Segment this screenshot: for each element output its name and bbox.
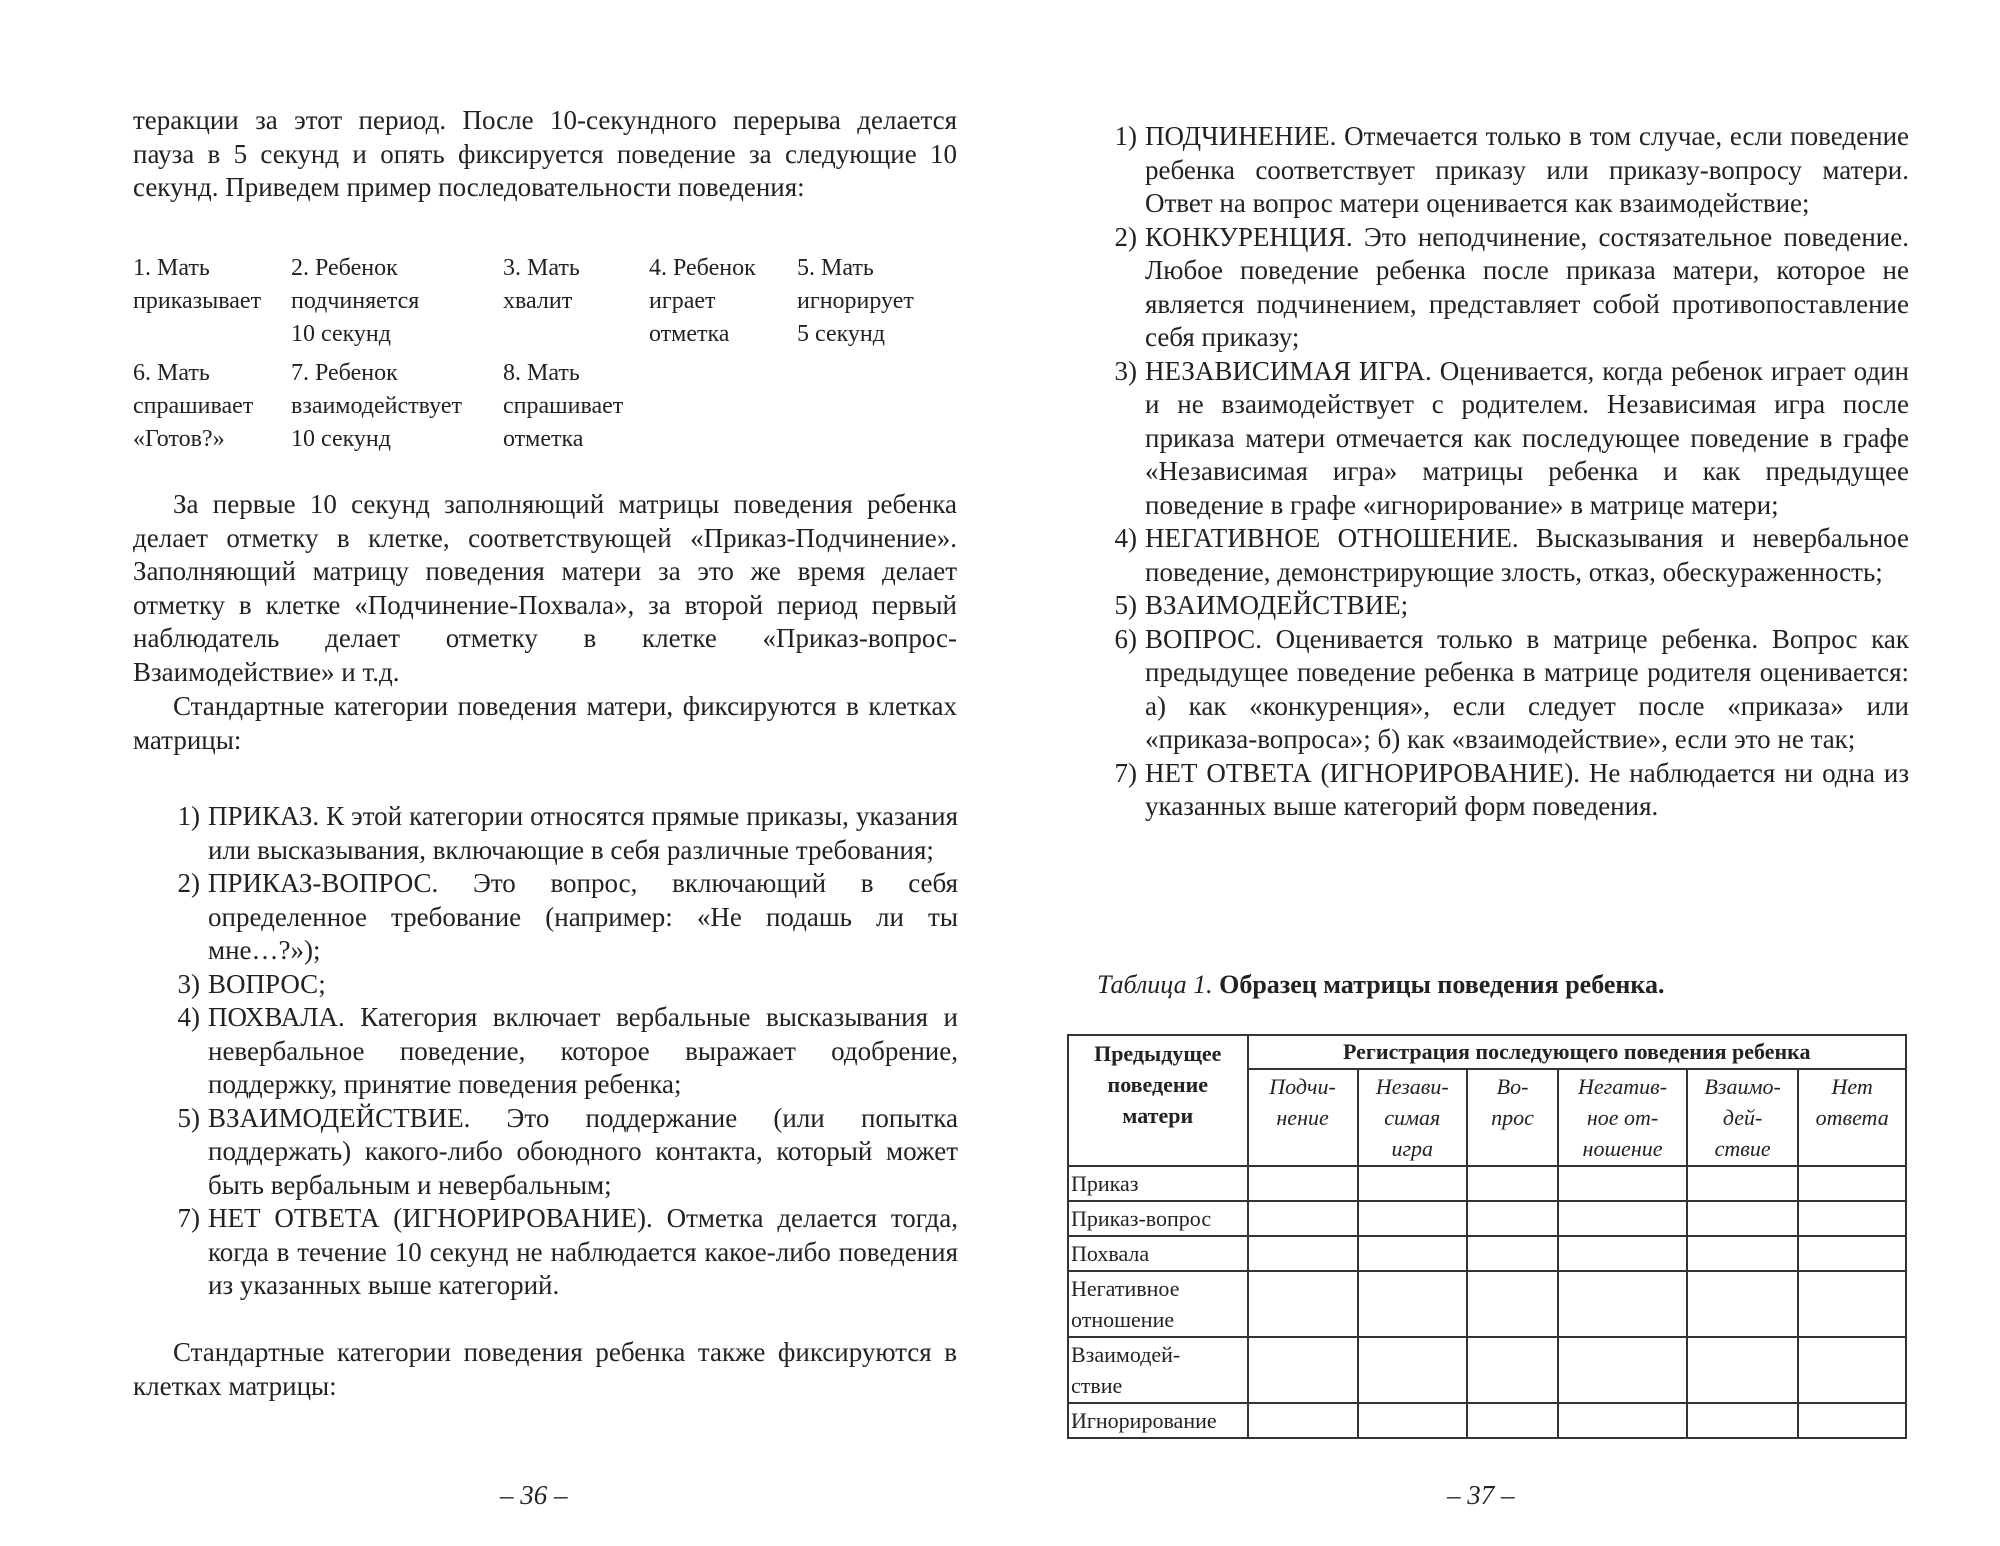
column-header: Во- прос (1467, 1069, 1558, 1166)
sequence-step-line3: 10 секунд (291, 426, 391, 452)
matrix-cell (1467, 1166, 1558, 1201)
sequence-step-line3: отметка (649, 321, 730, 347)
category-item (1097, 522, 1909, 589)
matrix-cell (1248, 1403, 1358, 1438)
matrix-cell (1248, 1271, 1358, 1337)
behavior-sequence (133, 252, 957, 462)
row-label: Приказ (1068, 1166, 1248, 1201)
category-text: ПОДЧИНЕНИЕ. Отмечается только в том случае, если поведение ребенка соответствует приказу или приказу-вопросу матери. Ответ на вопрос матери оценивается как взаимодействие; (1145, 121, 1909, 218)
sequence-row-1 (133, 252, 957, 351)
matrix-cell (1798, 1403, 1906, 1438)
matrix-cell (1558, 1201, 1687, 1236)
matrix-cell (1798, 1337, 1906, 1403)
matrix-cell (1558, 1337, 1687, 1403)
matrix-cell (1358, 1403, 1467, 1438)
matrix-cell (1798, 1236, 1906, 1271)
category-number: 5) (1114, 590, 1137, 620)
category-text: НЕТ ОТВЕТА (ИГНОРИРОВАНИЕ). Отметка делается тогда, когда в течение 10 секунд не наблюдается какое-либо поведения из указанных выше категорий. (208, 1203, 958, 1300)
sequence-step-line1: 3. Мать (503, 255, 580, 281)
category-number: 1) (1114, 121, 1137, 151)
category-item (160, 1102, 958, 1203)
sequence-step-line1: 2. Ребенок (291, 255, 398, 281)
category-item (1097, 757, 1909, 824)
matrix-cell (1467, 1271, 1558, 1337)
category-text: НЕГАТИВНОЕ ОТНОШЕНИЕ. Высказывания и невербальное поведение, демонстрирующие злость, отказ, обескураженность; (1145, 523, 1909, 587)
sequence-step-line3: отметка (503, 426, 584, 452)
category-item (160, 867, 958, 968)
category-text: ВЗАИМОДЕЙСТВИЕ; (1145, 590, 1409, 620)
table-caption (1097, 970, 1665, 1000)
matrix-cell (1558, 1271, 1687, 1337)
sequence-step-line2: играет (649, 288, 716, 314)
matrix-cell (1558, 1403, 1687, 1438)
matrix-cell (1358, 1337, 1467, 1403)
matrix-cell (1687, 1166, 1798, 1201)
matrix-cell (1798, 1271, 1906, 1337)
matrix-cell (1687, 1337, 1798, 1403)
category-item (1097, 589, 1909, 623)
sequence-step (291, 357, 503, 456)
sequence-step (797, 252, 957, 351)
table-caption-title: Образец матрицы поведения ребенка. (1219, 970, 1665, 999)
matrix-cell (1358, 1236, 1467, 1271)
column-header: Взаимо- дей- ствие (1687, 1069, 1798, 1166)
page-number: – 36 – (500, 1480, 568, 1510)
category-item (160, 1202, 958, 1303)
matrix-cell (1798, 1166, 1906, 1201)
row-label: Игнорирование (1068, 1403, 1248, 1438)
sequence-step-line2: спрашивает (133, 393, 254, 419)
matrix-cell (1358, 1166, 1467, 1201)
category-text: НЕЗАВИСИМАЯ ИГРА. Оценивается, когда ребенок играет один и не взаимодействует с родителем. Независимая игра после приказа матери отмечается как последующее поведение в графе «Независимая игра» матрицы ребенка и как предыдущее поведение в графе «игнорирование» в матрице матери; (1145, 355, 1909, 520)
right-page (1000, 0, 2000, 1546)
matrix-cell (1798, 1201, 1906, 1236)
category-number: 7) (1114, 757, 1137, 788)
sequence-step-line2: игнорирует (797, 288, 914, 314)
matrix-cell (1687, 1271, 1798, 1337)
matrix-cell (1467, 1403, 1558, 1438)
behavior-matrix-table (1067, 1034, 1907, 1439)
matrix-cell (1687, 1201, 1798, 1236)
matrix-cell (1248, 1201, 1358, 1236)
matrix-cell (1558, 1236, 1687, 1271)
category-number: 2) (177, 868, 200, 898)
sequence-step-line1: 8. Мать (503, 360, 580, 386)
category-number: 2) (1114, 221, 1137, 252)
matrix-cell (1248, 1236, 1358, 1271)
sequence-step-line3: «Готов?» (133, 426, 225, 452)
category-item (1097, 623, 1909, 757)
category-text: ПРИКАЗ. К этой категории относятся прямые приказы, указания или высказывания, включающие в себя различные требования; (208, 801, 958, 865)
column-header: Незави- симая игра (1358, 1069, 1467, 1166)
category-text: ВОПРОС; (208, 968, 326, 999)
sequence-step-line2: приказывает (133, 288, 262, 314)
sequence-step-line1: 1. Мать (133, 255, 210, 281)
sequence-row-2 (133, 357, 957, 456)
row-label: Взаимодей- ствие (1068, 1337, 1248, 1403)
category-item (1097, 221, 1909, 355)
table-caption-label: Таблица 1. (1097, 970, 1213, 999)
category-number: 5) (177, 1102, 200, 1133)
category-number: 4) (177, 1002, 200, 1032)
paragraph-mother-categories-intro: Стандартные категории поведения матери, фиксируются в клетках матрицы: (133, 691, 957, 755)
corner-header-text: Предыдущее поведение матери (1094, 1041, 1222, 1128)
category-item (160, 968, 958, 1002)
page-number: – 37 – (1447, 1480, 1515, 1510)
intro-paragraph: теракции за этот период. После 10-секундного перерыва делается пауза в 5 секунд и опять фиксируется поведение за следующие 10 секунд. Приведем пример последовательности поведения: (133, 105, 957, 202)
matrix-cell (1248, 1166, 1358, 1201)
sequence-step (133, 252, 291, 351)
column-header: Подчи- нение (1248, 1069, 1358, 1166)
sequence-step (649, 252, 797, 351)
sequence-step-line2: подчиняется (291, 288, 420, 314)
table-row (1068, 1201, 1906, 1236)
column-header: Негатив- ное от- ношение (1558, 1069, 1687, 1166)
sequence-step-line1: 7. Ребенок (291, 360, 398, 386)
sequence-step-line3: 5 секунд (797, 321, 885, 347)
matrix-cell (1248, 1337, 1358, 1403)
matrix-cell (1467, 1236, 1558, 1271)
sequence-step-line3: 10 секунд (291, 321, 391, 347)
category-text: ПРИКАЗ-ВОПРОС. Это вопрос, включающий в себя определенное требование (например: «Не подашь ли ты мне…?»); (208, 868, 958, 965)
category-text: ВОПРОС. Оценивается только в матрице ребенка. Вопрос как предыдущее поведение ребенка в матрице родителя оценивается: а) как «конкуренция», если следует после «приказа» или «приказа-вопроса»; б) как «взаимодействие», если это не так; (1145, 623, 1909, 754)
sequence-step (133, 357, 291, 456)
table-row (1068, 1271, 1906, 1337)
category-item (160, 1001, 958, 1102)
sequence-step-line2: взаимодействует (291, 393, 462, 419)
category-text: КОНКУРЕНЦИЯ. Это неподчинение, состязательное поведение. Любое поведение ребенка после приказа матери, которое не является подчинением, представляет собой противопоставление себя приказу; (1145, 221, 1909, 352)
category-number: 3) (1114, 355, 1137, 386)
child-categories-list (1097, 120, 1909, 824)
sequence-step (291, 252, 503, 351)
category-item (160, 800, 958, 867)
category-item (1097, 120, 1909, 221)
matrix-cell (1358, 1271, 1467, 1337)
sequence-step-line2: спрашивает (503, 393, 624, 419)
sequence-step-line1: 6. Мать (133, 360, 210, 386)
table-row (1068, 1403, 1906, 1438)
category-item (1097, 355, 1909, 523)
sequence-step-line2: хвалит (503, 288, 573, 314)
sequence-step (503, 252, 649, 351)
matrix-cell (1467, 1337, 1558, 1403)
paragraph-child-categories-intro: Стандартные категории поведения ребенка также фиксируются в клетках матрицы: (133, 1337, 957, 1401)
matrix-cell (1358, 1201, 1467, 1236)
column-header: Нет ответа (1798, 1069, 1906, 1166)
category-number: 3) (177, 968, 200, 999)
mother-categories-list (160, 800, 958, 1303)
paragraph-first-10-seconds: За первые 10 секунд заполняющий матрицы поведения ребенка делает отметку в клетке, соответствующей «Приказ-Подчинение». Заполняющий матрицу поведения матери за это же время делает отметку в клетке «Подчинение-Похвала», за второй период первый наблюдатель делает отметку в клетке «Приказ-вопрос-Взаимодействие» и т.д. (133, 489, 957, 687)
table-row (1068, 1236, 1906, 1271)
category-number: 7) (177, 1203, 200, 1233)
sequence-step-line1: 4. Ребенок (649, 255, 756, 281)
matrix-cell (1687, 1236, 1798, 1271)
matrix-cell (1558, 1166, 1687, 1201)
group-header: Регистрация последующего поведения ребенка (1248, 1035, 1906, 1069)
category-number: 6) (1114, 623, 1137, 654)
table-row (1068, 1337, 1906, 1403)
row-label: Приказ-вопрос (1068, 1201, 1248, 1236)
row-label: Похвала (1068, 1236, 1248, 1271)
category-number: 4) (1114, 523, 1137, 553)
matrix-cell (1687, 1403, 1798, 1438)
sequence-step-line1: 5. Мать (797, 255, 874, 281)
matrix-cell (1467, 1201, 1558, 1236)
sequence-step (503, 357, 649, 456)
category-text: ПОХВАЛА. Категория включает вербальные высказывания и невербальное поведение, которое выражает одобрение, поддержку, принятие поведения ребенка; (208, 1002, 958, 1099)
category-number: 1) (177, 801, 200, 831)
category-text: НЕТ ОТВЕТА (ИГНОРИРОВАНИЕ). Не наблюдается ни одна из указанных выше категорий форм поведения. (1145, 757, 1909, 821)
table-row (1068, 1166, 1906, 1201)
corner-header (1068, 1035, 1248, 1166)
category-text: ВЗАИМОДЕЙСТВИЕ. Это поддержание (или попытка поддержать) какого-либо обоюдного контакта, который может быть вербальным и невербальным; (208, 1102, 958, 1200)
row-label: Негативное отношение (1068, 1271, 1248, 1337)
